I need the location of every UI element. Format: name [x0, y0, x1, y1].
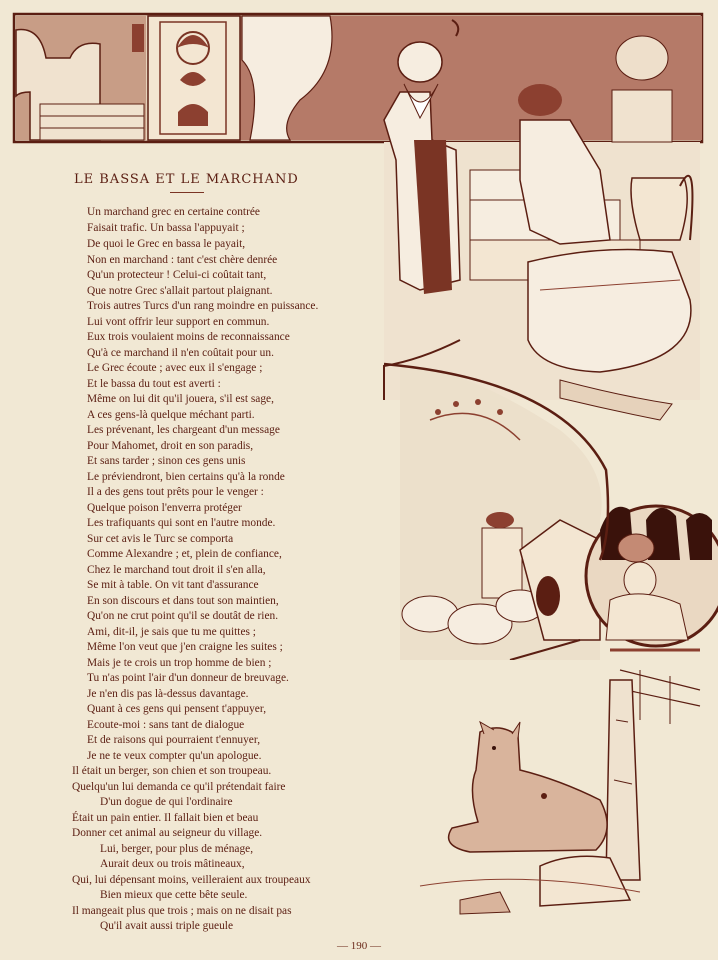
verse-line: Les trafiquants qui sont en l'autre monde. [87, 517, 276, 529]
verse-line: Et sans tarder ; sinon ces gens unis [87, 455, 246, 467]
verse-line: Qu'il avait aussi triple gueule [100, 920, 234, 932]
verse-line: Bien mieux que cette bête seule. [100, 889, 248, 901]
verse-line: Non en marchand : tant c'est chère denrée [87, 254, 278, 266]
verse-line: Il a des gens tout prêts pour le venger : [87, 486, 264, 498]
verse-line: A ces gens-là quelque méchant parti. [87, 409, 255, 421]
circle-vignette-illustration [586, 506, 718, 650]
verse-line: Et de raisons qui pourraient t'ennuyer, [87, 734, 261, 746]
verse-line: Et le bassa du tout est averti : [87, 378, 221, 390]
verse-line: Quant à ces gens qui pensent t'appuyer, [87, 703, 267, 715]
verse-line: Était un pain entier. Il fallait bien et beau [72, 812, 259, 824]
dog-scene-illustration [400, 660, 700, 918]
verse-line: Qu'à ce marchand il n'en coûtait pour un. [87, 347, 274, 359]
verse-line: Sur cet avis le Turc se comporta [87, 533, 234, 545]
verse-line: De quoi le Grec en bassa le payait, [87, 238, 246, 250]
verse-line: Le Grec écoute ; avec eux il s'engage ; [87, 362, 263, 374]
verse-line: Il était un berger, son chien et son troupeau. [72, 765, 272, 777]
verse-line: Se mit à table. On vit tant d'assurance [87, 579, 259, 591]
verse-line: Je n'en dis pas là-dessus davantage. [87, 688, 249, 700]
verse-line: Eux trois voulaient moins de reconnaissance [87, 331, 290, 343]
verse-line: Mais je te crois un trop homme de bien ; [87, 657, 272, 669]
verse-line: Tu n'as point l'air d'un donneur de breuvage. [87, 672, 289, 684]
verse-line: Même on lui dit qu'il jouera, s'il est sage, [87, 393, 274, 405]
verse-line: Ami, dit-il, je sais que tu me quittes ; [87, 626, 256, 638]
verse-line: Les prévenant, les chargeant d'un message [87, 424, 280, 436]
verse-line: D'un dogue de qui l'ordinaire [100, 796, 233, 808]
verse-line: Ecoute-moi : sans tant de dialogue [87, 719, 245, 731]
verse-line: Quelqu'un lui demanda ce qu'il prétendait faire [72, 781, 286, 793]
verse-line: Lui, berger, pour plus de ménage, [100, 843, 254, 855]
verse-line: Chez le marchand tout droit il s'en alla, [87, 564, 266, 576]
shepherd-scene-illustration [400, 364, 602, 660]
verse-line: Il mangeait plus que trois ; mais on ne disait pas [72, 905, 292, 917]
verse-line: En son discours et dans tout son maintien, [87, 595, 279, 607]
verse-line: Je ne te veux compter qu'un apologue. [87, 750, 262, 762]
page-number: — 190 — [337, 940, 381, 952]
verse-line: Qui, lui dépensant moins, veilleraient aux troupeaux [72, 874, 311, 886]
verse-line: Que notre Grec s'allait partout plaignant. [87, 285, 273, 297]
verse-line: Lui vont offrir leur support en commun. [87, 316, 270, 328]
verse-line: Faisait trafic. Un bassa l'appuyait ; [87, 222, 245, 234]
title-ornament-rule [170, 192, 204, 193]
verse-line: Le préviendront, bien certains qu'à la ronde [87, 471, 285, 483]
top-banner-illustration [14, 14, 702, 142]
verse-line: Quelque poison l'enverra protéger [87, 502, 242, 514]
verse-line: Qu'un protecteur ! Celui-ci coûtait tant, [87, 269, 267, 281]
verse-line: Trois autres Turcs d'un rang moindre en puissance. [87, 300, 319, 312]
verse-line: Qu'on ne crut point qu'il se doutât de rien. [87, 610, 279, 622]
verse-line: Comme Alexandre ; et, plein de confiance, [87, 548, 282, 560]
verse-line: Pour Mahomet, droit en son paradis, [87, 440, 254, 452]
verse-line: Donner cet animal au seigneur du village. [72, 827, 263, 839]
verse-line: Aurait deux ou trois mâtineaux, [100, 858, 245, 870]
verse-line: Un marchand grec en certaine contrée [87, 206, 260, 218]
poem-title: LE BASSA ET LE MARCHAND [74, 172, 299, 187]
verse-line: Même l'on veut que j'en craigne les suites ; [87, 641, 283, 653]
